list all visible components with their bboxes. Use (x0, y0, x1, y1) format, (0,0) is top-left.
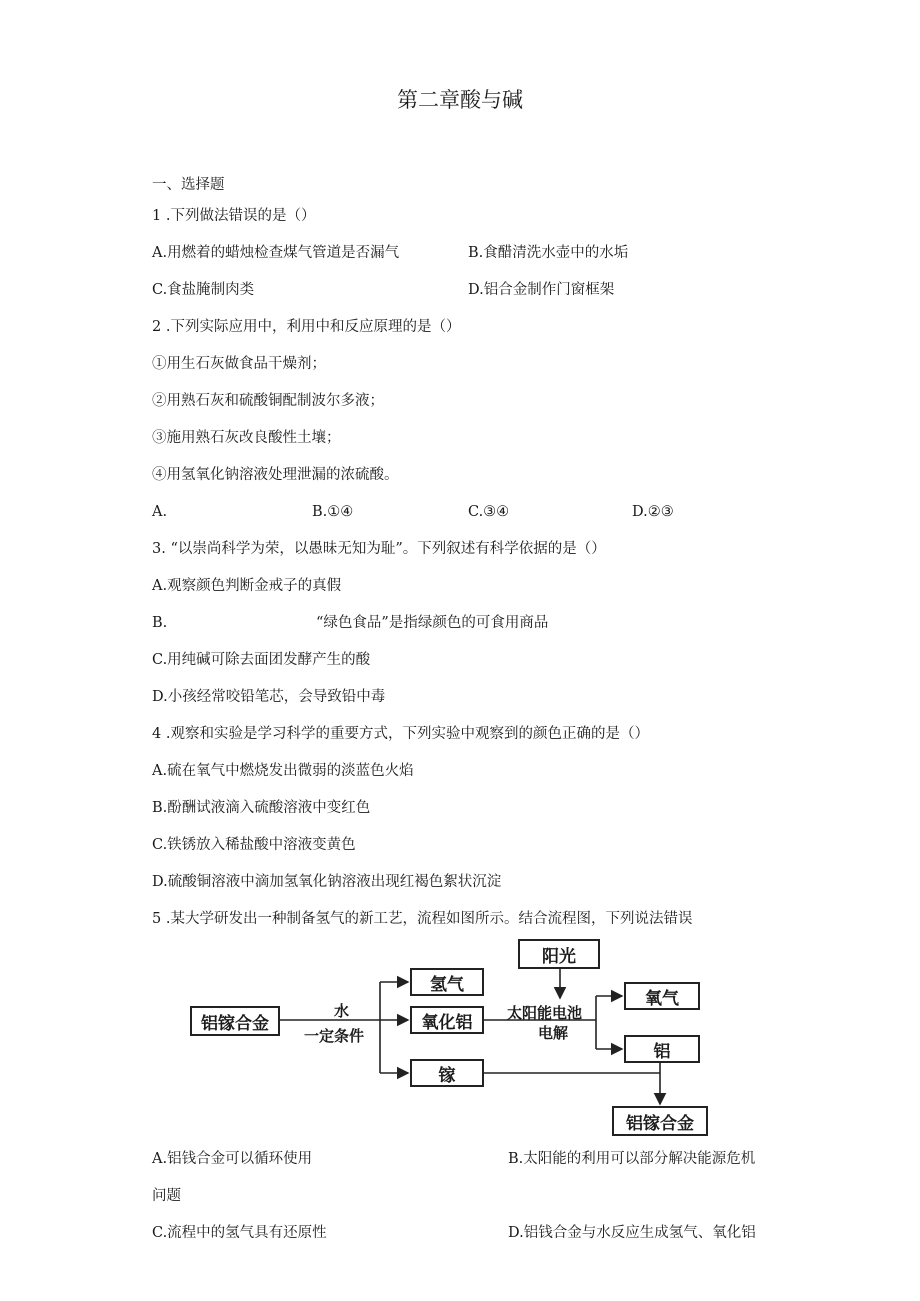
q2-item-3: ③施用熟石灰改良酸性土壤； (152, 430, 341, 446)
q2-option-a: A. (152, 504, 168, 520)
q1-option-b: B.食醋清洗水壶中的水垢 (468, 245, 629, 261)
q4-option-d: D.硫酸铜溶液中滴加氢氧化钠溶液出现红褐色絮状沉淀 (152, 874, 502, 890)
box-sunlight: 阳光 (518, 939, 600, 969)
q5-stem: 5 .某大学研发出一种制备氢气的新工艺，流程如图所示。结合流程图，下列说法错误 (152, 911, 693, 927)
label-electrolysis: 电解 (538, 1024, 569, 1042)
box-gallium: 镓 (410, 1059, 484, 1087)
box-aluminum: 铝 (624, 1035, 700, 1063)
q3-option-b-text: “绿色食品”是指绿颜色的可食用商品 (316, 615, 549, 631)
box-oxygen: 氧气 (624, 982, 700, 1010)
q1-option-c: C.食盐腌制肉类 (152, 282, 255, 298)
box-alloy-output: 铝镓合金 (612, 1106, 708, 1136)
q4-option-b: B.酚酬试液滴入硫酸溶液中变红色 (152, 800, 371, 816)
q2-stem: 2 .下列实际应用中，利用中和反应原理的是（） (152, 319, 461, 335)
q1-option-a: A.用燃着的蜡烛检查煤气管道是否漏气 (152, 245, 400, 261)
q5-option-b: B.太阳能的利用可以部分解决能源危机 (508, 1151, 756, 1167)
q5-option-d: D.铝钱合金与水反应生成氢气、氧化铝 (508, 1225, 756, 1241)
q3-option-b-label: B. (152, 615, 168, 631)
q2-item-1: ①用生石灰做食品干燥剂； (152, 356, 326, 372)
q2-option-b: B.①④ (312, 504, 354, 520)
page-title: 第二章酸与碱 (397, 88, 523, 112)
process-flowchart (178, 934, 738, 1144)
q3-option-c: C.用纯碱可除去面团发酵产生的酸 (152, 652, 371, 668)
q5-option-c: C.流程中的氢气具有还原性 (152, 1225, 327, 1241)
box-alloy-input: 铝镓合金 (190, 1006, 280, 1036)
q2-option-c: C.③④ (468, 504, 510, 520)
q1-option-d: D.铝合金制作门窗框架 (468, 282, 615, 298)
q3-option-d: D.小孩经常咬铅笔芯，会导致铅中毒 (152, 689, 386, 705)
section-heading: 一、选择题 (152, 177, 225, 193)
box-hydrogen: 氢气 (410, 968, 484, 996)
box-alumina: 氧化铝 (410, 1006, 484, 1034)
label-water: 水 (334, 1002, 350, 1020)
q2-item-2: ②用熟石灰和硫酸铜配制波尔多液； (152, 393, 384, 409)
q2-option-d: D.②③ (632, 504, 674, 520)
q3-stem: 3. “以崇尚科学为荣，以愚昧无知为耻”。下列叙述有科学依据的是（） (152, 541, 606, 557)
label-condition: 一定条件 (304, 1027, 365, 1045)
label-solar-cell: 太阳能电池 (507, 1004, 583, 1022)
q1-stem: 1 .下列做法错误的是（） (152, 208, 316, 224)
q5-option-b-continued: 问题 (152, 1188, 181, 1204)
q2-item-4: ④用氢氧化钠溶液处理泄漏的浓硫酸。 (152, 467, 399, 483)
q4-option-c: C.铁锈放入稀盐酸中溶液变黄色 (152, 837, 356, 853)
q4-stem: 4 .观察和实验是学习科学的重要方式，下列实验中观察到的颜色正确的是（） (152, 726, 649, 742)
q3-option-a: A.观察颜色判断金戒子的真假 (152, 578, 342, 594)
q4-option-a: A.硫在氧气中燃烧发出微弱的淡蓝色火焰 (152, 763, 414, 779)
q5-option-a: A.铝钱合金可以循环使用 (152, 1151, 313, 1167)
